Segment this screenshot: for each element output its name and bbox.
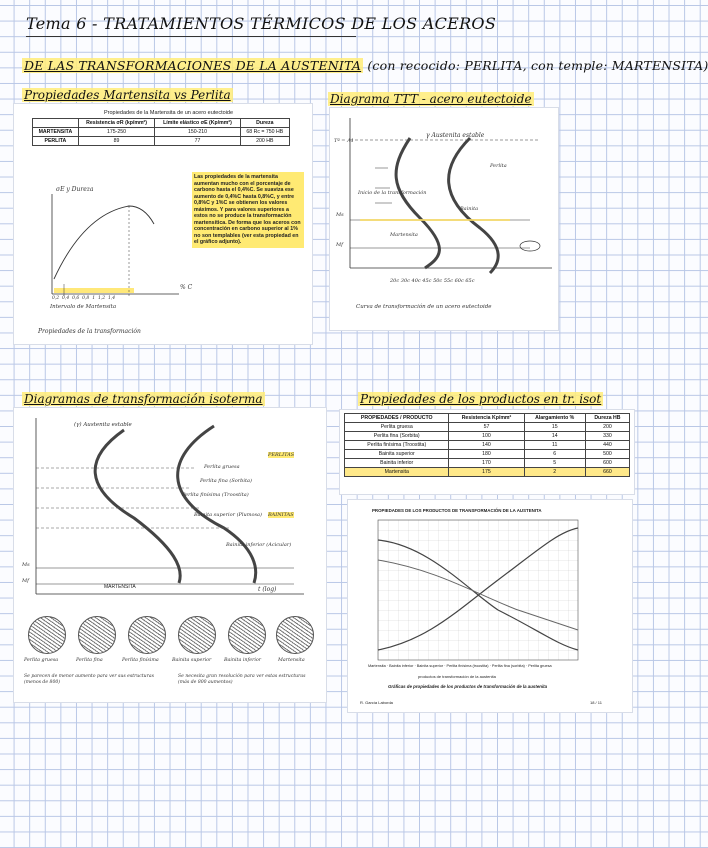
- micrograph-label: Perlita fina: [76, 658, 103, 663]
- table-header: PROPIEDADES / PRODUCTO: [345, 414, 449, 423]
- table-cell: 150-210: [155, 128, 240, 137]
- page-title: Tema 6 - TRATAMIENTOS TÉRMICOS DE LOS ACEROS: [26, 14, 496, 37]
- q3-note-perlitas: PERLITAS: [268, 452, 295, 458]
- q4-table: [344, 413, 630, 477]
- q2-label-austenita: γ Austenita estable: [426, 132, 485, 139]
- chart-category: Martensita: [368, 664, 386, 668]
- table-row: [33, 128, 290, 137]
- q4-properties-chart: [348, 500, 632, 712]
- q1-graph-interval: Intervalo de Martensita: [50, 304, 117, 310]
- q4-table-panel: [340, 410, 634, 494]
- hardness-value: 40c: [411, 278, 421, 284]
- q1-graph-ticks: [52, 296, 115, 301]
- hardness-value: 30c: [400, 278, 410, 284]
- axis-tick: 1,4: [107, 296, 116, 301]
- hardness-value: 50c: [433, 278, 443, 284]
- hardness-value: 65c: [465, 278, 475, 284]
- q3-label-mf: Mf: [22, 578, 29, 584]
- q4-page-number: 18 / 11: [590, 700, 602, 705]
- table-cell: 140: [449, 441, 524, 450]
- table-cell: 11: [524, 441, 585, 450]
- axis-tick: 0,8: [82, 296, 90, 301]
- table-header: [33, 119, 79, 128]
- chart-category: Bainita inferior: [389, 664, 414, 668]
- q2-hardness-row: [390, 278, 475, 284]
- table-cell: 170: [449, 459, 524, 468]
- chart-category: Perlita finísima (troostita): [446, 664, 489, 668]
- q3-heading: Diagramas de transformación isoterma: [24, 392, 263, 406]
- axis-tick: 0,6: [72, 296, 80, 301]
- table-cell: 600: [585, 459, 629, 468]
- table-header: Dureza: [240, 119, 289, 128]
- table-cell: Martensita: [345, 468, 449, 477]
- axis-tick: 1: [92, 296, 96, 301]
- q4-chart-caption: Gráficas de propiedades de los productos de transformación de la austenita: [388, 684, 548, 689]
- q3-zone-label: Perlita fina (Sorbita): [200, 478, 252, 484]
- micrograph-label: Martensita: [278, 658, 305, 663]
- table-cell: 15: [524, 423, 585, 432]
- table-cell: Bainita superior: [345, 450, 449, 459]
- q3-zone-label: Perlita finísima (Troostita): [182, 492, 249, 498]
- table-cell: 14: [524, 432, 585, 441]
- table-row: [345, 432, 630, 441]
- q3-label-martensita: MARTENSITA: [104, 584, 136, 590]
- micrograph-label: Perlita gruesa: [24, 658, 59, 663]
- table-cell: 100: [449, 432, 524, 441]
- q1-heading: Propiedades Martensita vs Perlita: [24, 88, 231, 102]
- q1-graph-xlabel: % C: [180, 284, 193, 291]
- table-row: [345, 450, 630, 459]
- q1-table-caption: Propiedades de la Martensita de un acero eutectoide: [104, 110, 234, 116]
- q3-foot-right: Se necesita gran resolución para ver estas estructuras (más de 800 aumentos): [178, 674, 306, 685]
- table-cell: Bainita inferior: [345, 459, 449, 468]
- q2-label-mf: Mf: [336, 242, 343, 248]
- table-cell: Perlita gruesa: [345, 423, 449, 432]
- q2-ttt-diagram: [330, 108, 558, 330]
- table-cell: 57: [449, 423, 524, 432]
- table-header: Alargamiento %: [524, 414, 585, 423]
- q2-label-martensita: Martensita: [390, 232, 418, 238]
- q3-label-ms: Ms: [22, 562, 30, 568]
- q3-panel: [14, 408, 326, 702]
- q4-chart-xlabel: productos de transformación de la austenita: [418, 674, 496, 679]
- section-heading-note: (con recocido: PERLITA, con temple: MARTENSITA): [367, 58, 708, 73]
- table-header: Resistencia Kp/mm²: [449, 414, 524, 423]
- table-header-row: [33, 119, 290, 128]
- section-heading-highlight: DE LAS TRANSFORMACIONES DE LA AUSTENITA: [24, 58, 362, 73]
- micrograph-martensita: [276, 616, 314, 654]
- micrograph-perlita-gruesa: [28, 616, 66, 654]
- q3-zone-label: Bainita superior (Plumosa): [194, 512, 262, 518]
- table-row: [345, 459, 630, 468]
- table-cell: 175: [449, 468, 524, 477]
- q1-table: [32, 118, 290, 146]
- q2-label-inicio: Inicio de la transformación: [358, 190, 427, 196]
- q1-hardness-sketch: [34, 184, 184, 334]
- axis-tick: 1,2: [97, 296, 106, 301]
- table-header: Dureza HB: [585, 414, 629, 423]
- q2-caption: Curva de transformación de un acero eutectoide: [356, 304, 492, 310]
- section-heading: [22, 58, 708, 73]
- q1-explanation-text: Las propiedades de la martensita aumentan mucho con el porcentaje de carbono hasta el 0,4%C. Se suaviza ese aumento de 0,4%C hasta 0,8%C, y entre 0,8%C y 1%C se obtienen los valores máximos. Y para valores superiores a estos no se produce la transformación martensítica. De forma que los aceros con concentración en carbono superior al 1% no son templables (ver esta propiedad en el gráfico adjunto).: [192, 172, 304, 248]
- chart-category: Perlita gruesa: [528, 664, 552, 668]
- table-cell: 200: [585, 423, 629, 432]
- table-row: [345, 441, 630, 450]
- chart-category: Perlita fina (sorbita): [491, 664, 525, 668]
- table-cell: Perlita fina (Sorbita): [345, 432, 449, 441]
- table-header: Resistencia σR (kp/mm²): [78, 119, 155, 128]
- table-cell: 200 HB: [240, 137, 289, 146]
- table-cell: 330: [585, 432, 629, 441]
- q2-label-perlita: Perlita: [490, 163, 507, 169]
- table-cell: PERLITA: [33, 137, 79, 146]
- table-cell: 5: [524, 459, 585, 468]
- table-cell: 6: [524, 450, 585, 459]
- q2-heading: Diagrama TTT - acero eutectoide: [330, 92, 532, 106]
- table-cell: 68 Rc = 750 HB: [240, 128, 289, 137]
- q2-panel: [330, 108, 558, 330]
- table-row: [345, 423, 630, 432]
- q3-isothermal-diagram: [14, 408, 326, 608]
- table-cell: 89: [78, 137, 155, 146]
- micrograph-label: Bainita superior: [172, 658, 212, 663]
- table-cell: 660: [585, 468, 629, 477]
- q3-note-bainitas: BAINITAS: [268, 512, 294, 518]
- axis-tick: 0,2: [52, 296, 60, 301]
- table-header-row: [345, 414, 630, 423]
- q3-zone-label: Perlita gruesa: [204, 464, 240, 470]
- q4-author: R. García Laborda: [360, 700, 393, 705]
- q4-heading: Propiedades de los productos en tr. isot: [360, 392, 602, 406]
- hardness-value: 55c: [443, 278, 453, 284]
- q2-label-bainita: Bainita: [460, 206, 479, 212]
- q3-label-time: t (log): [258, 586, 277, 593]
- micrograph-label: Perlita finísima: [122, 658, 159, 663]
- table-cell: MARTENSITA: [33, 128, 79, 137]
- table-cell: 440: [585, 441, 629, 450]
- q3-foot-left: Se parecen de menor aumento para ver sus estructuras (menos de 800): [24, 674, 154, 685]
- hardness-value: 20c: [390, 278, 400, 284]
- table-row: [345, 468, 630, 477]
- q4-chart-title: PROPIEDADES DE LOS PRODUCTOS DE TRANSFORMACIÓN DE LA AUSTENITA: [372, 508, 542, 513]
- q1-graph-ylabel: σE y Dureza: [56, 186, 94, 193]
- q4-chart-panel: [348, 500, 632, 712]
- q3-zone-label: Bainita inferior (Acicular): [226, 542, 292, 548]
- q1-panel: [14, 104, 312, 344]
- table-header: Límite elástico σE (Kp/mm²): [155, 119, 240, 128]
- hardness-value: 45c: [422, 278, 432, 284]
- q2-label-ms: Ms: [336, 212, 344, 218]
- table-cell: 2: [524, 468, 585, 477]
- table-cell: 77: [155, 137, 240, 146]
- table-cell: 175-250: [78, 128, 155, 137]
- table-cell: 500: [585, 450, 629, 459]
- table-cell: Perlita finísima (Troostita): [345, 441, 449, 450]
- q2-label-temp: Tª = A1: [334, 138, 354, 144]
- q1-graph-note: Propiedades de la transformación: [38, 328, 141, 335]
- table-cell: 180: [449, 450, 524, 459]
- micrograph-bainita-inferior: [228, 616, 266, 654]
- q3-label-austenita: (γ) Austenita estable: [74, 422, 132, 428]
- hardness-value: 60c: [454, 278, 464, 284]
- micrograph-perlita-finisima: [128, 616, 166, 654]
- micrograph-perlita-fina: [78, 616, 116, 654]
- chart-category: Bainita superior: [416, 664, 444, 668]
- micrograph-label: Bainita inferior: [224, 658, 262, 663]
- q4-chart-categories: Martensita · Bainita inferior · Bainita superior · Perlita finísima (troostita) · Perlita fina (sorbita) · Perlita gruesa: [368, 664, 552, 668]
- micrograph-bainita-superior: [178, 616, 216, 654]
- axis-tick: 0,4: [62, 296, 70, 301]
- table-row: [33, 137, 290, 146]
